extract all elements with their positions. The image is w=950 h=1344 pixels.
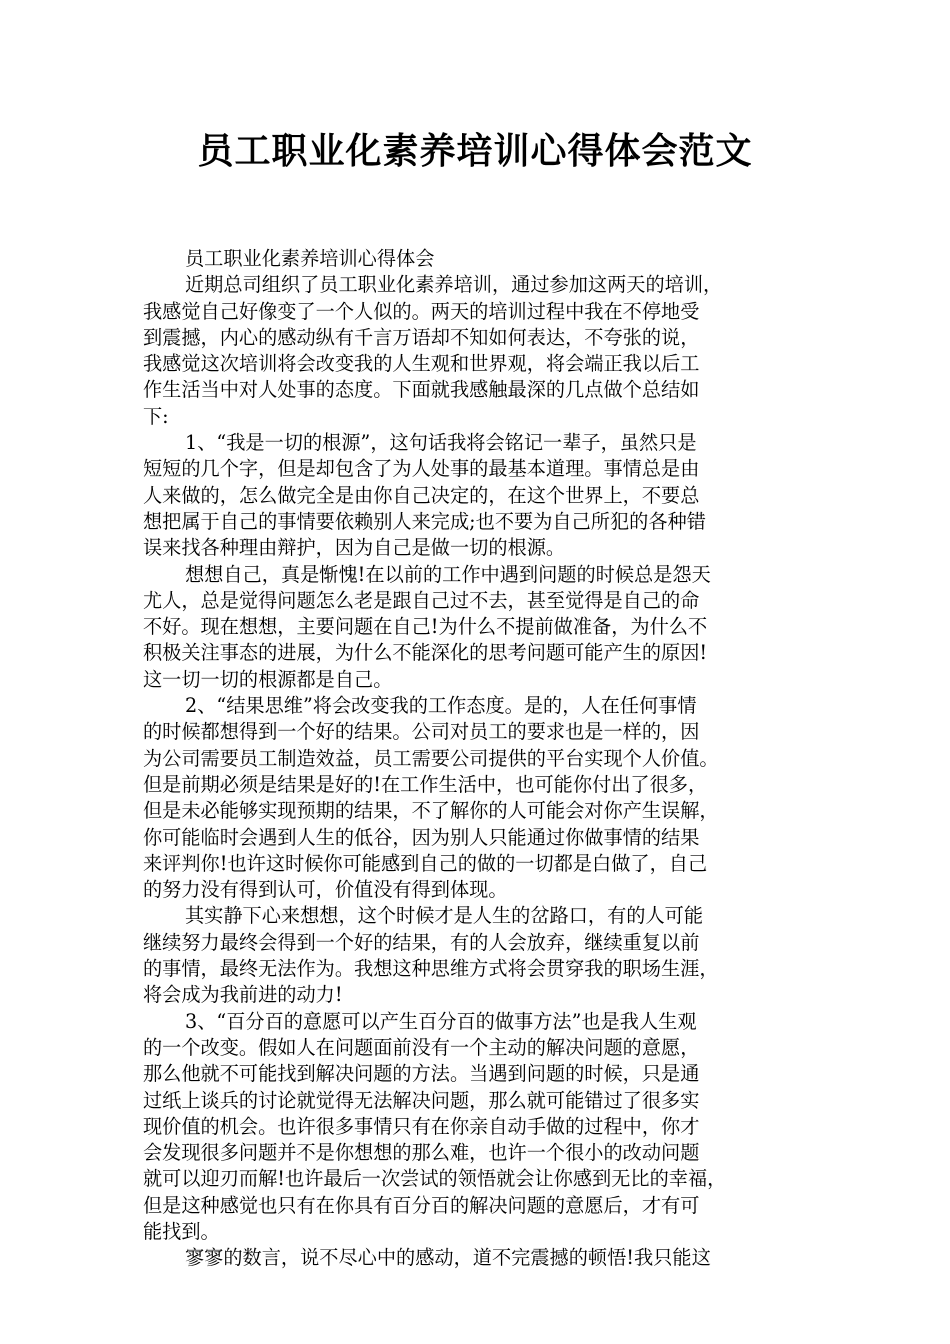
body-line: 将会成为我前进的动力! bbox=[143, 983, 343, 1007]
body-line: 作生活当中对人处事的态度。下面就我感触最深的几点做个总结如 bbox=[143, 378, 700, 402]
body-line: 其实静下心来想想，这个时候才是人生的岔路口，有的人可能 bbox=[185, 904, 704, 928]
body-line: 的一个改变。假如人在问题面前没有一个主动的解决问题的意愿， bbox=[143, 1035, 700, 1059]
body-line: 2、“结果思维”将会改变我的工作态度。是的，人在任何事情 bbox=[185, 694, 697, 718]
body-line: 人来做的，怎么做完全是由你自己决定的，在这个世界上，不要总 bbox=[143, 483, 700, 507]
body-line: 员工职业化素养培训心得体会 bbox=[185, 247, 435, 270]
body-line: 寥寥的数言，说不尽心中的感动，道不完震撼的顿悟!我只能这 bbox=[185, 1246, 711, 1270]
body-line: 这一切一切的根源都是自己。 bbox=[143, 667, 393, 691]
body-line: 就可以迎刃而解!也许最后一次尝试的领悟就会让你感到无比的幸福， bbox=[143, 1167, 727, 1191]
body-line: 近期总司组织了员工职业化素养培训，通过参加这两天的培训， bbox=[185, 273, 723, 297]
body-line: 那么他就不可能找到解决问题的方法。当遇到问题的时候，只是通 bbox=[143, 1062, 700, 1086]
body-line: 积极关注事态的进展，为什么不能深化的思考问题可能产生的原因! bbox=[143, 641, 708, 665]
body-line: 能找到。 bbox=[143, 1219, 220, 1243]
body-line: 误来找各种理由辩护，因为自己是做一切的根源。 bbox=[143, 536, 566, 560]
body-line: 继续努力最终会得到一个好的结果，有的人会放弃，继续重复以前 bbox=[143, 930, 700, 954]
body-line: 但是前期必须是结果是好的!在工作生活中，也可能你付出了很多， bbox=[143, 772, 708, 796]
body-line: 1、“我是一切的根源”，这句话我将会铭记一辈子，虽然只是 bbox=[185, 431, 697, 455]
body-line: 现价值的机会。也许很多事情只有在你亲自动手做的过程中，你才 bbox=[143, 1114, 700, 1138]
body-line: 的努力没有得到认可，价值没有得到体现。 bbox=[143, 878, 508, 902]
body-line: 想想自己，真是惭愧!在以前的工作中遇到问题的时候总是怨天 bbox=[185, 562, 711, 586]
body-line: 尤人，总是觉得问题怎么老是跟自己过不去，甚至觉得是自己的命 bbox=[143, 588, 700, 612]
body-line: 的事情，最终无法作为。我想这种思维方式将会贯穿我的职场生涯， bbox=[143, 957, 719, 981]
body-line: 到震撼，内心的感动纵有千言万语却不知如何表达，不夸张的说， bbox=[143, 325, 700, 349]
body-line: 我感觉这次培训将会改变我的人生观和世界观，将会端正我以后工 bbox=[143, 352, 700, 376]
body-line: 你可能临时会遇到人生的低谷，因为别人只能通过你做事情的结果 bbox=[143, 825, 700, 849]
body-line: 的时候都想得到一个好的结果。公司对员工的要求也是一样的，因 bbox=[143, 720, 700, 744]
body-line: 来评判你!也许这时候你可能感到自己的做的一切都是白做了，自己 bbox=[143, 851, 708, 875]
body-line: 3、“百分百的意愿可以产生百分百的做事方法”也是我人生观 bbox=[185, 1009, 697, 1033]
body-line: 不好。现在想想，主要问题在自己!为什么不提前做准备，为什么不 bbox=[143, 615, 708, 639]
body-line: 会发现很多问题并不是你想想的那么难，也许一个很小的改动问题 bbox=[143, 1141, 700, 1165]
body-line: 过纸上谈兵的讨论就觉得无法解决问题，那么就可能错过了很多实 bbox=[143, 1088, 700, 1112]
body-line: 为公司需要员工制造效益，员工需要公司提供的平台实现个人价值。 bbox=[143, 746, 719, 770]
body-line: 下: bbox=[143, 404, 169, 428]
body-line: 短短的几个字，但是却包含了为人处事的最基本道理。事情总是由 bbox=[143, 457, 700, 481]
body-line: 但是这种感觉也只有在你具有百分百的解决问题的意愿后，才有可 bbox=[143, 1193, 700, 1217]
body-line: 想把属于自己的事情要依赖别人来完成;也不要为自己所犯的各种错 bbox=[143, 509, 706, 533]
body-line: 但是未必能够实现预期的结果，不了解你的人可能会对你产生误解， bbox=[143, 799, 719, 823]
body-line: 我感觉自己好像变了一个人似的。两天的培训过程中我在不停地受 bbox=[143, 299, 700, 323]
document-title: 员工职业化素养培训心得体会范文 bbox=[197, 131, 753, 172]
document-body bbox=[143, 246, 805, 1272]
